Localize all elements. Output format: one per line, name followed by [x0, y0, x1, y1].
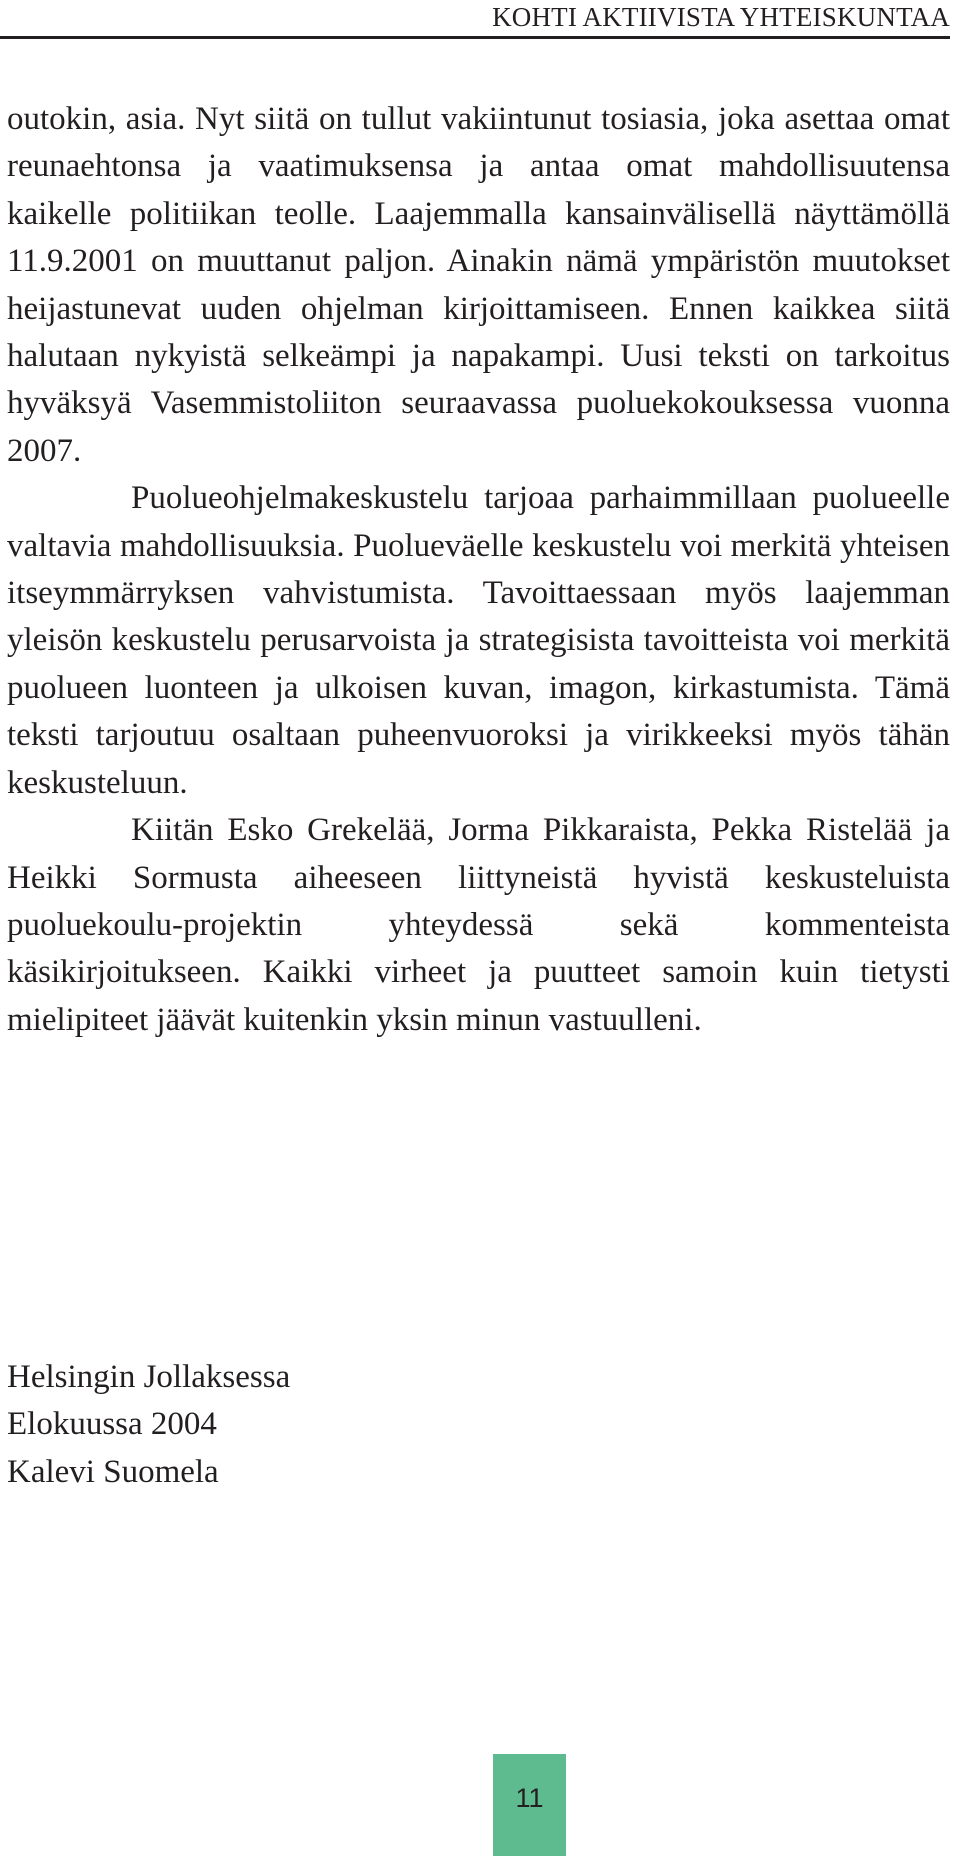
running-title: KOHTI AKTIIVISTA YHTEISKUNTAA: [492, 2, 950, 32]
signature-place: Helsingin Jollaksessa: [7, 1359, 291, 1395]
body-text: [7, 96, 950, 1044]
paragraph-acknowledgements: Kiitän Esko Grekelää, Jorma Pikkaraista, Pekka Ristelää ja Heikki Sormusta aiheeseen liittyneistä hyvistä keskusteluista puoluekoulu-projektin yhteydessä sekä kommenteista käsikirjoitukseen. Kaikki virheet ja puutteet samoin kuin tietysti mielipiteet jäävät kuitenkin yksin minun vastuulleni.: [7, 812, 950, 1038]
running-header: [0, 0, 950, 39]
page-number-tab: [493, 1754, 566, 1856]
signature-block: [7, 1354, 290, 1496]
signature-author: Kalevi Suomela: [7, 1453, 219, 1490]
signature-date: Elokuussa 2004: [7, 1406, 217, 1443]
paragraph-continuation: outokin, asia. Nyt siitä on tullut vakiintunut tosiasia, joka asettaa omat reunaehtonsa ja vaatimuksensa ja antaa omat mahdollisuutensa kaikelle politiikan teolle. Laajemmalla kansainvälisellä näyttämöllä 11.9.2001 on muuttanut paljon. Ainakin nämä ympäristön muutokset heijastunevat uuden ohjelman kirjoittamiseen. Ennen kaikkea siitä halutaan nykyistä selkeämpi ja napakampi. Uusi teksti on tarkoitus hyväksyä Vasemmistoliiton seuraavassa puoluekokouksessa vuonna 2007.: [7, 101, 950, 469]
page-number: 11: [515, 1783, 544, 1813]
paragraph-discussion: Puolueohjelmakeskustelu tarjoaa parhaimmillaan puolueelle valtavia mahdollisuuksia. Puolueväelle keskustelu voi merkitä yhteisen itseymmärryksen vahvistumista. Tavoittaessaan myös laajemman yleisön keskustelu perusarvoista ja strategisista tavoitteista voi merkitä puolueen luonteen ja ulkoisen kuvan, imagon, kirkastumista. Tämä teksti tarjoutuu osaltaan puheenvuoroksi ja virikkeeksi myös tähän keskusteluun.: [7, 480, 950, 801]
